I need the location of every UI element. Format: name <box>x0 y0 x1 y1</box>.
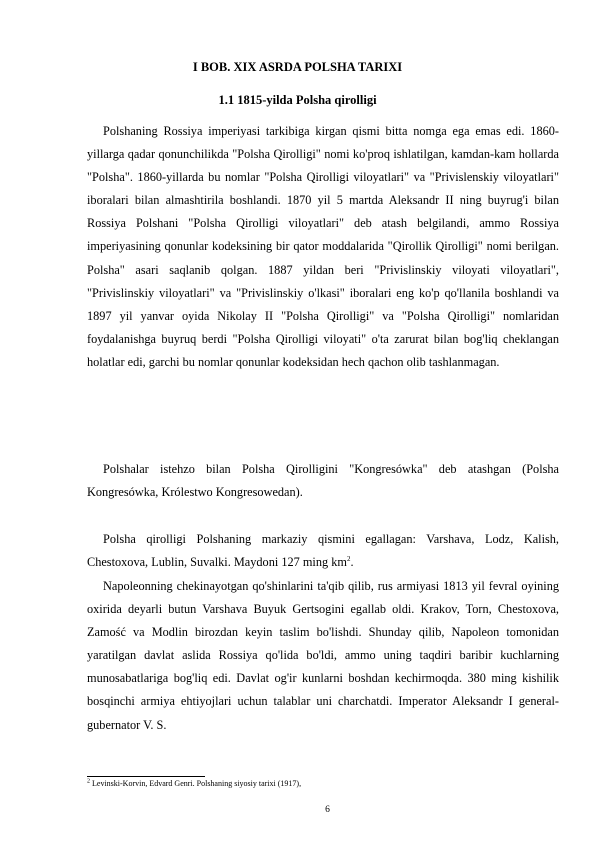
paragraph-1: Polshaning Rossiya imperiyasi tarkibiga kirgan qismi bitta nomga ega emas edi. 1860-yillarga qadar qonunchilikda "Polsha Qirolligi" nomi ko'proq ishlatilgan, kamdan-kam hollarda "Polsha". 1860-yillarda bu nomlar "Polsha Qirolligi viloyatlari" va "Privislenskiy viloyatlari" iboralari bilan almashtirila boshlandi. 1870 yil 5 martda Aleksandr II ning buyrug'i bilan Rossiya Polshani "Polsha Qirolligi viloyatlari" deb atash belgilandi, ammo Rossiya imperiyasining qonunlar kodeksining bir qator moddalarida "Qirollik Qirolligi" nomi berilgan. Polsha" asari saqlanib qolgan. 1887 yildan beri "Privislinskiy viloyati viloyatlari", "Privislinskiy viloyatlari" va "Privislinskiy o'lkasi" iboralari eng ko'p qo'llanila boshlandi va 1897 yil yanvar oyida Nikolay II "Polsha Qirolligi" va "Polsha Qirolligi" nomlaridan foydalanishga buyruq berdi "Polsha Qirolligi viloyati" o'ta zarurat bilan bog'liq cheklangan holatlar edi, garchi bu nomlar qonunlar kodeksidan hech qachon olib tashlanmagan. <box>87 124 559 369</box>
paragraph-3-end: . <box>350 555 354 570</box>
chapter-title: I BOB. XIX ASRDA POLSHA TARIXI <box>192 60 403 74</box>
footnote-mark: 2 <box>87 778 90 785</box>
paragraph-3-text: Polsha qirolligi Polshaning markaziy qismini egallagan: Varshava, Lodz, Kalish, Chestoxova, Lublin, Suvalki. Maydoni 127 ming km <box>87 532 559 570</box>
area-superscript: 2 <box>346 555 351 563</box>
paragraph-3 <box>87 528 559 574</box>
page-number: 6 <box>325 805 330 815</box>
footnote-text: Levinski-Korvin, Edvard Genri. Polshaning siyosiy tarixi (1917), <box>90 779 302 788</box>
section-title: 1.1 1815-yilda Polsha qirolligi <box>218 93 377 107</box>
footnote-divider <box>87 776 205 777</box>
paragraph-4: Napoleonning chekinayotgan qo'shinlarini ta'qib qilib, rus armiyasi 1813 yil fevral oyining oxirida deyarli butun Varshava Buyuk Gertsogini egallab oldi. Krakov, Torn, Chestoxova, Zamość va Modlin birozdan keyin taslim bo'lishdi. Shunday qilib, Napoleon tomonidan yaratilgan davlat aslida Rossiya qo'lida bo'ldi, ammo uning taqdiri baribir kuchlarning munosabatlariga bog'liq edi. Davlat og'ir kunlarni boshdan kechirmoqda. 380 ming kishilik bosqinchi armiya ehtiyojlari uchun talablar uni charchatdi. Imperator Aleksandr I general-gubernator V. S. <box>87 579 559 732</box>
footnote <box>87 779 301 788</box>
paragraph-2: Polshalar istehzo bilan Polsha Qirolligini "Kongresówka" deb atashgan (Polsha Kongresówka, Królestwo Kongresowedan). <box>87 462 559 500</box>
